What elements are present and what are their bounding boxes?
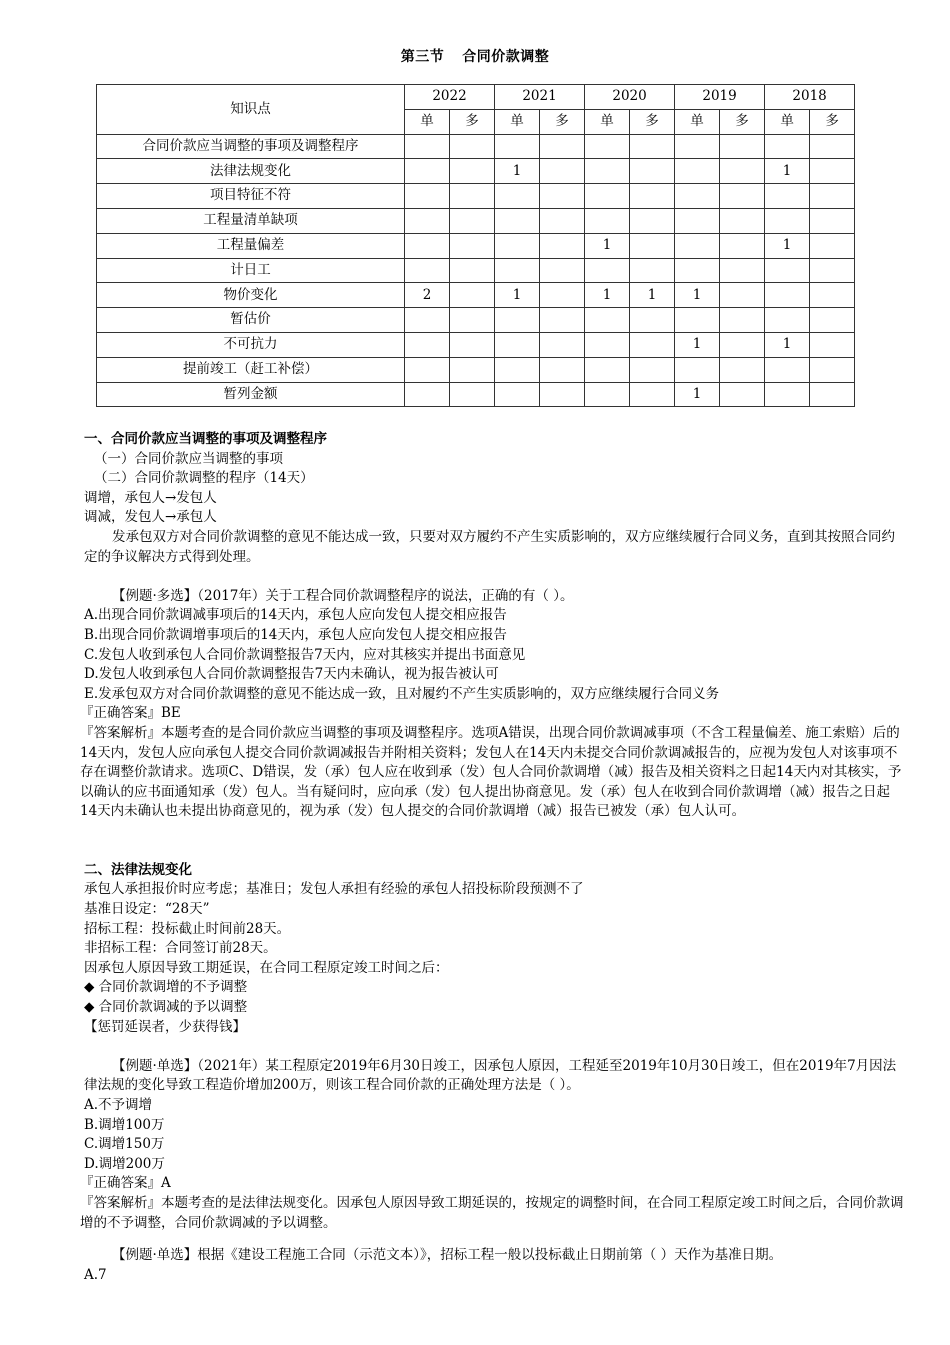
table-cell [450,283,495,308]
table-cell [810,357,855,382]
table-cell [495,134,540,159]
table-cell [720,283,765,308]
table-cell [720,258,765,283]
table-cell [675,208,720,233]
table-cell [630,134,675,159]
table-cell [810,382,855,407]
table-header-single: 单 [585,109,630,134]
table-cell [630,184,675,209]
table-cell: 1 [585,283,630,308]
sub-heading: （一）合同价款应当调整的事项 [94,450,283,467]
table-cell [675,159,720,184]
table-cell [675,258,720,283]
section-number: 第三节 [400,49,445,65]
table-cell [540,382,585,407]
table-cell: 1 [585,233,630,258]
table-row-label: 暂列金额 [97,382,405,407]
table-row [97,283,855,308]
table-row-label: 法律法规变化 [97,159,405,184]
text-line: 招标工程：投标截止时间前28天。 [84,920,291,937]
table-cell [630,208,675,233]
table-row [97,332,855,357]
table-header-knowledge: 知识点 [97,85,405,135]
table-cell [810,159,855,184]
table-header-single: 单 [405,109,450,134]
table-cell [630,159,675,184]
content [80,430,904,1285]
table-cell [585,357,630,382]
table-cell [450,184,495,209]
answer-explanation: 『答案解析』本题考查的是法律法规变化。因承包人原因导致工期延误的，按规定的调整时间，在合同工程原定竣工时间之后，合同价款调增的不予调整，合同价款调减的予以调整。 [80,1194,904,1231]
table-cell [450,357,495,382]
table-cell [765,283,810,308]
table-cell [405,332,450,357]
table-cell: 1 [675,283,720,308]
table-cell [630,308,675,333]
table-cell [810,184,855,209]
table-cell [720,184,765,209]
text-line: 承包人承担报价时应考虑；基准日；发包人承担有经验的承包人招投标阶段预测不了 [84,881,584,898]
table-row-label: 暂估价 [97,308,405,333]
table-cell [765,382,810,407]
table-cell [585,382,630,407]
table-cell [405,258,450,283]
table-header-multi: 多 [630,109,675,134]
section-title [0,46,950,66]
table-cell [540,357,585,382]
table-row [97,134,855,159]
table-cell: 1 [495,283,540,308]
table-cell [450,332,495,357]
table-cell: 1 [765,233,810,258]
table-cell [495,332,540,357]
table-row [97,159,855,184]
table-cell: 1 [675,382,720,407]
table-cell: 1 [630,283,675,308]
table-row [97,357,855,382]
question: 【例题·单选】根据《建设工程施工合同（示范文本）》，招标工程一般以投标截止日期前第（ ）天作为基准日期。 [112,1247,783,1264]
option: E.发承包双方对合同价款调整的意见不能达成一致，且对履约不产生实质影响的，双方应继续履行合同义务 [84,685,720,702]
table-header-year: 2019 [675,85,765,110]
option: D.发包人收到承包人合同价款调整报告7天内未确认，视为报告被认可 [84,666,499,683]
table-row-label: 计日工 [97,258,405,283]
table-cell [450,208,495,233]
table-cell [495,208,540,233]
table-cell [720,357,765,382]
table-cell [450,308,495,333]
table-row [97,308,855,333]
table-cell [720,134,765,159]
table-cell [540,208,585,233]
text-line: 因承包人原因导致工期延误，在合同工程原定竣工时间之后： [84,959,449,976]
correct-answer: 『正确答案』A [80,1175,171,1192]
section-name: 合同价款调整 [462,49,550,65]
table-cell [405,208,450,233]
table-cell [405,134,450,159]
table-row-label: 工程量清单缺项 [97,208,405,233]
table-header-multi: 多 [810,109,855,134]
table-cell [810,332,855,357]
table-header-year: 2022 [405,85,495,110]
table-cell [720,233,765,258]
table-header-multi: 多 [720,109,765,134]
table-cell [450,382,495,407]
table-cell [495,357,540,382]
table-cell [585,332,630,357]
text-line: 非招标工程：合同签订前28天。 [84,940,277,957]
answer-explanation: 『答案解析』本题考查的是合同价款应当调整的事项及调整程序。选项A错误，出现合同价款调减事项（不含工程量偏差、施工索赔）后的14天内，发包人应向承包人提交合同价款调减报告并附相关资料；发包人在14天内未提交合同价款调减报告的，应视为发包人对该事项不存在调整价款请求。选项C、D错误，发（承）包人应在收到承（发）包人合同价款调增（减）报告及相关资料之日起14天内对其核实，予以确认的应书面通知承（发）包人。当有疑问时，应向承（发）包人提出协商意见。发（承）包人在收到合同价款调增（减）报告之日起14天内未确认也未提出协商意见的，视为承（发）包人提交的合同价款调增（减）报告已被发（承）包人认可。 [80,724,902,820]
question: 【例题·单选】（2021年）某工程原定2019年6月30日竣工，因承包人原因，工程延至2019年10月30日竣工，但在2019年7月因法律法规的变化导致工程造价增加200万，则该工程合同价款的正确处理方法是（ ）。 [84,1057,897,1094]
table-cell [720,332,765,357]
table-header-single: 单 [765,109,810,134]
table-row-label: 项目特征不符 [97,184,405,209]
option: A.不予调增 [84,1097,153,1113]
table-cell [540,159,585,184]
table-cell [765,134,810,159]
paragraph: 发承包双方对合同价款调整的意见不能达成一致，只要对双方履约不产生实质影响的，双方应继续履行合同义务，直到其按照合同约定的争议解决方式得到处理。 [84,528,895,565]
table-cell [675,308,720,333]
table-header-single: 单 [675,109,720,134]
sub-heading: （二）合同价款调整的程序（14天） [94,470,314,487]
text-line: 调增，承包人→发包人 [84,489,217,506]
table-cell: 1 [675,332,720,357]
table-row-label: 物价变化 [97,283,405,308]
table-cell [585,184,630,209]
table-cell [585,308,630,333]
table-cell: 1 [765,332,810,357]
table-cell [720,308,765,333]
correct-answer: 『正确答案』BE [80,705,181,722]
table-cell [765,308,810,333]
table-cell: 1 [765,159,810,184]
option: A.出现合同价款调减事项后的14天内，承包人应向发包人提交相应报告 [84,607,507,624]
table-cell [630,382,675,407]
bullet-item: ◆ 合同价款调增的不予调整 [84,979,248,996]
table-cell [540,258,585,283]
table-header-multi: 多 [450,109,495,134]
table-cell [585,258,630,283]
table-row [97,233,855,258]
table-cell [675,357,720,382]
table-header-year: 2021 [495,85,585,110]
table-cell [405,233,450,258]
text-line: 基准日设定：“28天” [84,901,210,918]
table-cell [810,208,855,233]
table-cell [450,159,495,184]
table-cell [675,134,720,159]
option: B.调增100万 [84,1116,165,1133]
option: D.调增200万 [84,1155,165,1172]
table-cell [450,233,495,258]
table-cell [540,134,585,159]
option: C.发包人收到承包人合同价款调整报告7天内，应对其核实并提出书面意见 [84,646,526,663]
table-cell [810,308,855,333]
table-cell [585,159,630,184]
table-cell [405,382,450,407]
table-header-multi: 多 [540,109,585,134]
table-cell [540,233,585,258]
table-cell [585,208,630,233]
table-cell [450,258,495,283]
table-header-year: 2020 [585,85,675,110]
option: C.调增150万 [84,1136,165,1153]
table-row-label: 合同价款应当调整的事项及调整程序 [97,134,405,159]
note: 【惩罚延误者，少获得钱】 [84,1018,246,1035]
table-header-single: 单 [495,109,540,134]
table-cell [585,134,630,159]
question: 【例题·多选】（2017年）关于工程合同价款调整程序的说法，正确的有（ ）。 [112,587,574,604]
table-cell [495,233,540,258]
table-cell [810,283,855,308]
table-cell: 2 [405,283,450,308]
table-cell [810,233,855,258]
table-row [97,382,855,407]
table-cell [630,357,675,382]
section1-heading: 一、合同价款应当调整的事项及调整程序 [84,431,327,447]
section2-heading: 二、法律法规变化 [84,861,192,878]
table-cell [405,184,450,209]
table-cell [405,159,450,184]
table-cell [540,308,585,333]
table-cell [405,357,450,382]
table-cell [675,184,720,209]
table-cell [495,184,540,209]
table-cell: 1 [495,159,540,184]
table-row [97,258,855,283]
table-cell [765,184,810,209]
option: B.出现合同价款调增事项后的14天内，承包人应向发包人提交相应报告 [84,626,507,643]
table-cell [630,233,675,258]
table-cell [495,308,540,333]
table-cell [720,159,765,184]
table-row-label: 不可抗力 [97,332,405,357]
option: A.7 [84,1266,107,1283]
bullet-item: ◆ 合同价款调减的予以调整 [84,999,248,1016]
table-cell [765,357,810,382]
table-cell [540,184,585,209]
table-cell [450,134,495,159]
table-cell [540,283,585,308]
table-cell [540,332,585,357]
table-cell [495,382,540,407]
table-header-year: 2018 [765,85,855,110]
table-cell [495,258,540,283]
table-cell [720,208,765,233]
knowledge-table [96,84,855,407]
table-cell [675,233,720,258]
table-row-label: 提前竣工（赶工补偿） [97,357,405,382]
table-cell [630,258,675,283]
table-row [97,184,855,209]
text-line: 调减，发包人→承包人 [84,509,217,526]
table-cell [810,134,855,159]
table-row [97,208,855,233]
table-cell [405,308,450,333]
table-cell [765,258,810,283]
table-cell [630,332,675,357]
table-cell [765,208,810,233]
table-cell [720,382,765,407]
table-row-label: 工程量偏差 [97,233,405,258]
table-cell [810,258,855,283]
